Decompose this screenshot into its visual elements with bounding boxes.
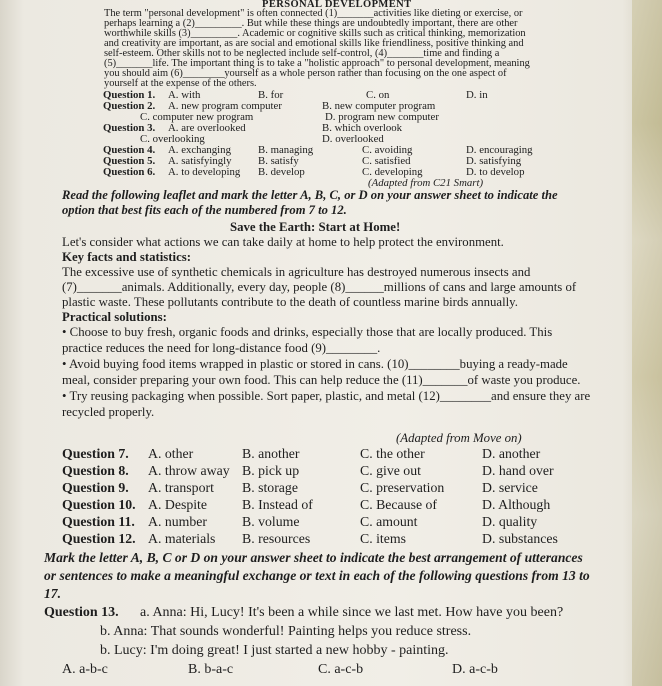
option-a: A. Despite <box>148 497 208 512</box>
facts-line: The excessive use of synthetic chemicals in agriculture has destroyed numerous insects and <box>62 265 531 279</box>
option-d: D. encouraging <box>466 144 533 156</box>
passage-1-line: (5)_______life. The important thing is to take a "holistic approach" to personal development, meaning <box>104 58 530 69</box>
option-a: A. other <box>148 446 194 461</box>
option-c: C. developing <box>362 166 423 178</box>
source-note: (Adapted from C21 Smart) <box>368 177 484 189</box>
option-b: B. b-a-c <box>188 662 234 677</box>
option-b: B. for <box>258 89 284 101</box>
question-label: Question 4. <box>103 144 156 156</box>
instruction-line: Mark the letter A, B, C or D on your answer sheet to indicate the best arrangement of utterances <box>44 550 583 565</box>
leaflet-intro: Let's consider what actions we can take daily at home to help protect the environment. <box>62 235 504 249</box>
option-a: A. to developing <box>168 166 241 178</box>
option-a: A. new program computer <box>168 100 282 112</box>
passage-1-line: self-esteem. Other skills not to be neglected include self-control, (4)_______time and finding a <box>104 48 500 59</box>
question-label: Question 13. <box>44 605 119 620</box>
solutions-line: recycled properly. <box>62 405 155 419</box>
solutions-heading: Practical solutions: <box>62 310 167 324</box>
instruction-line: option that best fits each of the numbered from 7 to 12. <box>62 203 347 217</box>
option-c: C. overlooking <box>140 133 205 145</box>
option-d: D. in <box>466 89 488 101</box>
option-b: B. another <box>242 446 300 461</box>
question-label: Question 10. <box>62 497 136 512</box>
solutions-line: meal, consider preparing your own food. This can help reduce the (11)_______of waste you produce. <box>62 373 581 387</box>
option-a: A. materials <box>148 531 216 546</box>
option-c: C. Because of <box>360 497 438 512</box>
option-c: C. avoiding <box>362 144 413 156</box>
option-d: D. Although <box>482 497 551 512</box>
dialogue-line: b. Anna: That sounds wonderful! Painting helps you reduce stress. <box>100 624 472 639</box>
solutions-line: • Avoid buying food items wrapped in plastic or stored in cans. (10)________buying a ready-made <box>62 357 568 371</box>
option-c: C. give out <box>360 463 421 478</box>
option-d: D. satisfying <box>466 155 522 167</box>
question-label: Question 1. <box>103 89 156 101</box>
option-b: B. resources <box>242 531 311 546</box>
question-label: Question 9. <box>62 480 129 495</box>
facts-line: (7)_______animals. Additionally, every day, people (8)______millions of cans and large amounts of <box>62 280 577 294</box>
option-b: B. new computer program <box>322 100 436 112</box>
question-label: Question 8. <box>62 463 129 478</box>
option-b: B. which overlook <box>322 122 403 134</box>
option-c: C. the other <box>360 446 425 461</box>
section-header: PERSONAL DEVELOPMENT <box>262 0 412 10</box>
option-a: A. satisfyingly <box>168 155 232 167</box>
question-label: Question 3. <box>103 122 156 134</box>
option-c: C. items <box>360 531 406 546</box>
question-label: Question 6. <box>103 166 156 178</box>
question-label: Question 12. <box>62 531 136 546</box>
passage-1-line: The term "personal development" is often connected (1)_______activities like dieting or exercise, or <box>104 8 523 19</box>
option-a: A. a-b-c <box>62 662 108 677</box>
option-d: D. a-c-b <box>452 662 498 677</box>
facts-line: plastic waste. These pollutants contribute to the death of countless marine birds annually. <box>62 295 518 309</box>
option-a: A. exchanging <box>168 144 231 156</box>
option-d: D. to develop <box>466 166 525 178</box>
solutions-line: • Try reusing packaging when possible. Sort paper, plastic, and metal (12)________and ensure they are <box>62 389 591 403</box>
option-a: A. with <box>168 89 201 101</box>
dialogue-line: a. Anna: Hi, Lucy! It's been a while since we last met. How have you been? <box>140 605 564 620</box>
option-b: B. pick up <box>242 463 300 478</box>
leaflet-title: Save the Earth: Start at Home! <box>230 220 401 234</box>
passage-1-line: perhaps learning a (2)_________. But while these things are undoubtedly important, there are other <box>104 18 518 29</box>
option-d: D. another <box>482 446 541 461</box>
option-c: C. satisfied <box>362 155 411 167</box>
passage-1-line: and creativity are important, as are social and emotional skills like friendliness, positive thinking and <box>104 38 524 49</box>
option-d: D. program new computer <box>325 111 439 123</box>
passage-1-line: you should aim (6)________yourself as a whole person rather than focusing on the one aspect of <box>104 68 507 79</box>
option-b: B. volume <box>242 514 300 529</box>
question-label: Question 5. <box>103 155 156 167</box>
instruction-line: or sentences to make a meaningful exchange or text in each of the following questions from 13 to <box>44 568 590 583</box>
option-b: B. develop <box>258 166 305 178</box>
option-c: C. a-c-b <box>318 662 364 677</box>
option-c: C. amount <box>360 514 418 529</box>
option-c: C. computer new program <box>140 111 254 123</box>
option-d: D. substances <box>482 531 558 546</box>
question-label: Question 7. <box>62 446 129 461</box>
option-a: A. transport <box>148 480 214 495</box>
option-b: B. managing <box>258 144 314 156</box>
option-c: C. preservation <box>360 480 445 495</box>
passage-1-line: yourself at the expense of the others. <box>104 78 257 89</box>
option-b: B. storage <box>242 480 298 495</box>
option-a: A. throw away <box>148 463 230 478</box>
facts-heading: Key facts and statistics: <box>62 250 192 264</box>
option-d: D. quality <box>482 514 538 529</box>
option-d: D. overlooked <box>322 133 384 145</box>
instruction-line: 17. <box>44 586 61 601</box>
question-label: Question 2. <box>103 100 156 112</box>
right-edge-shadow <box>632 0 662 686</box>
question-label: Question 11. <box>62 514 135 529</box>
option-a: A. number <box>148 514 208 529</box>
option-a: A. are overlooked <box>168 122 246 134</box>
leaflet-source: (Adapted from Move on) <box>396 431 522 445</box>
solutions-line: practice reduces the need for long-distance food (9)________. <box>62 341 381 355</box>
passage-1-line: worthwhile skills (3)_________. Academic or cognitive skills such as critical thinking, memorization <box>104 28 526 39</box>
option-b: B. Instead of <box>242 497 313 512</box>
solutions-line: • Choose to buy fresh, organic foods and drinks, especially those that are locally produced. This <box>62 325 553 339</box>
option-d: D. service <box>482 480 538 495</box>
option-c: C. on <box>366 89 390 101</box>
instruction-line: Read the following leaflet and mark the letter A, B, C, or D on your answer sheet to indicate the <box>62 188 558 202</box>
dialogue-line: b. Lucy: I'm doing great! I just started a new hobby - painting. <box>100 643 449 658</box>
option-d: D. hand over <box>482 463 554 478</box>
option-b: B. satisfy <box>258 155 299 167</box>
